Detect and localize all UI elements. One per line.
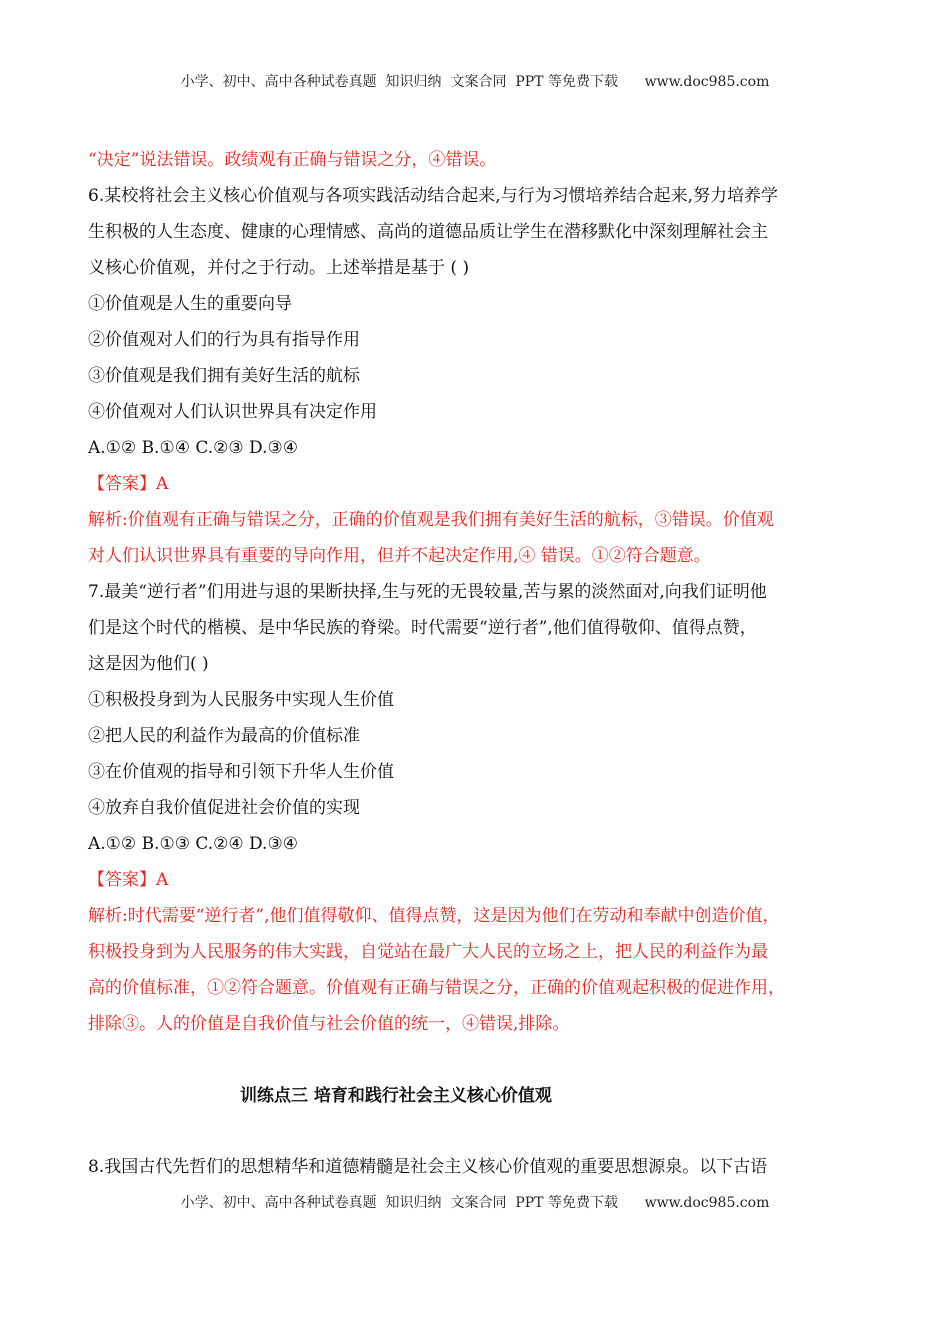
q7-option: ①积极投身到为人民服务中实现人生价值 xyxy=(88,690,394,710)
q6-option: ④价值观对人们认识世界具有决定作用 xyxy=(88,402,377,422)
question-6 xyxy=(88,178,868,574)
page-header: 小学、初中、高中各种试卷真题 知识归纳 文案合同 PPT 等免费下载 www.doc985.com xyxy=(180,74,770,90)
q6-stem-line: 生积极的人生态度、健康的心理情感、高尚的道德品质让学生在潜移默化中深刻理解社会主 xyxy=(88,222,768,242)
q7-stem-line: 7.最美“逆行者”们用进与退的果断抉择,生与死的无畏较量,苦与累的淡然面对,向我们证明他 xyxy=(88,582,767,602)
q6-option: ①价值观是人生的重要向导 xyxy=(88,294,292,314)
q7-analysis-line: 排除③。人的价值是自我价值与社会价值的统一，④错误,排除。 xyxy=(88,1014,570,1034)
section-heading: 训练点三 培育和践行社会主义核心价值观 xyxy=(240,1086,552,1106)
page-footer: 小学、初中、高中各种试卷真题 知识归纳 文案合同 PPT 等免费下载 www.doc985.com xyxy=(180,1195,770,1211)
question-7 xyxy=(88,574,868,1042)
q6-choices: A.①② B.①④ C.②③ D.③④ xyxy=(88,438,298,458)
q7-analysis-line: 解析:时代需要“逆行者”,他们值得敬仰、值得点赞，这是因为他们在劳动和奉献中创造价值， xyxy=(88,906,780,926)
q7-option: ②把人民的利益作为最高的价值标准 xyxy=(88,726,360,746)
q8-stem-line: 8.我国古代先哲们的思想精华和道德精髓是社会主义核心价值观的重要思想源泉。以下古语 xyxy=(88,1157,768,1177)
q6-option: ③价值观是我们拥有美好生活的航标 xyxy=(88,366,360,386)
question-8 xyxy=(88,1149,868,1185)
q6-option: ②价值观对人们的行为具有指导作用 xyxy=(88,330,360,350)
q7-choices: A.①② B.①③ C.②④ D.③④ xyxy=(88,834,298,854)
q7-stem-line: 这是因为他们( ) xyxy=(88,654,209,674)
q6-analysis-line: 对人们认识世界具有重要的导向作用，但并不起决定作用,④ 错误。①②符合题意。 xyxy=(88,546,711,566)
q6-stem-line: 6.某校将社会主义核心价值观与各项实践活动结合起来,与行为习惯培养结合起来,努力培养学 xyxy=(88,186,779,206)
q6-stem-line: 义核心价值观，并付之于行动。上述举措是基于 ( ) xyxy=(88,258,470,278)
page-content xyxy=(88,142,868,1185)
q6-analysis-line: 解析:价值观有正确与错误之分，正确的价值观是我们拥有美好生活的航标，③错误。价值观 xyxy=(88,510,774,530)
q5-analysis-tail: “决定”说法错误。政绩观有正确与错误之分，④错误。 xyxy=(88,150,497,170)
q7-stem-line: 们是这个时代的楷模、是中华民族的脊梁。时代需要“逆行者”,他们值得敬仰、值得点赞， xyxy=(88,618,757,638)
q6-answer: 【答案】A xyxy=(88,474,169,494)
q7-answer: 【答案】A xyxy=(88,870,169,890)
q7-option: ③在价值观的指导和引领下升华人生价值 xyxy=(88,762,394,782)
q7-analysis-line: 高的价值标准，①②符合题意。价值观有正确与错误之分，正确的价值观起积极的促进作用， xyxy=(88,978,785,998)
q7-option: ④放弃自我价值促进社会价值的实现 xyxy=(88,798,360,818)
q7-analysis-line: 积极投身到为人民服务的伟大实践，自觉站在最广大人民的立场之上，把人民的利益作为最 xyxy=(88,942,768,962)
